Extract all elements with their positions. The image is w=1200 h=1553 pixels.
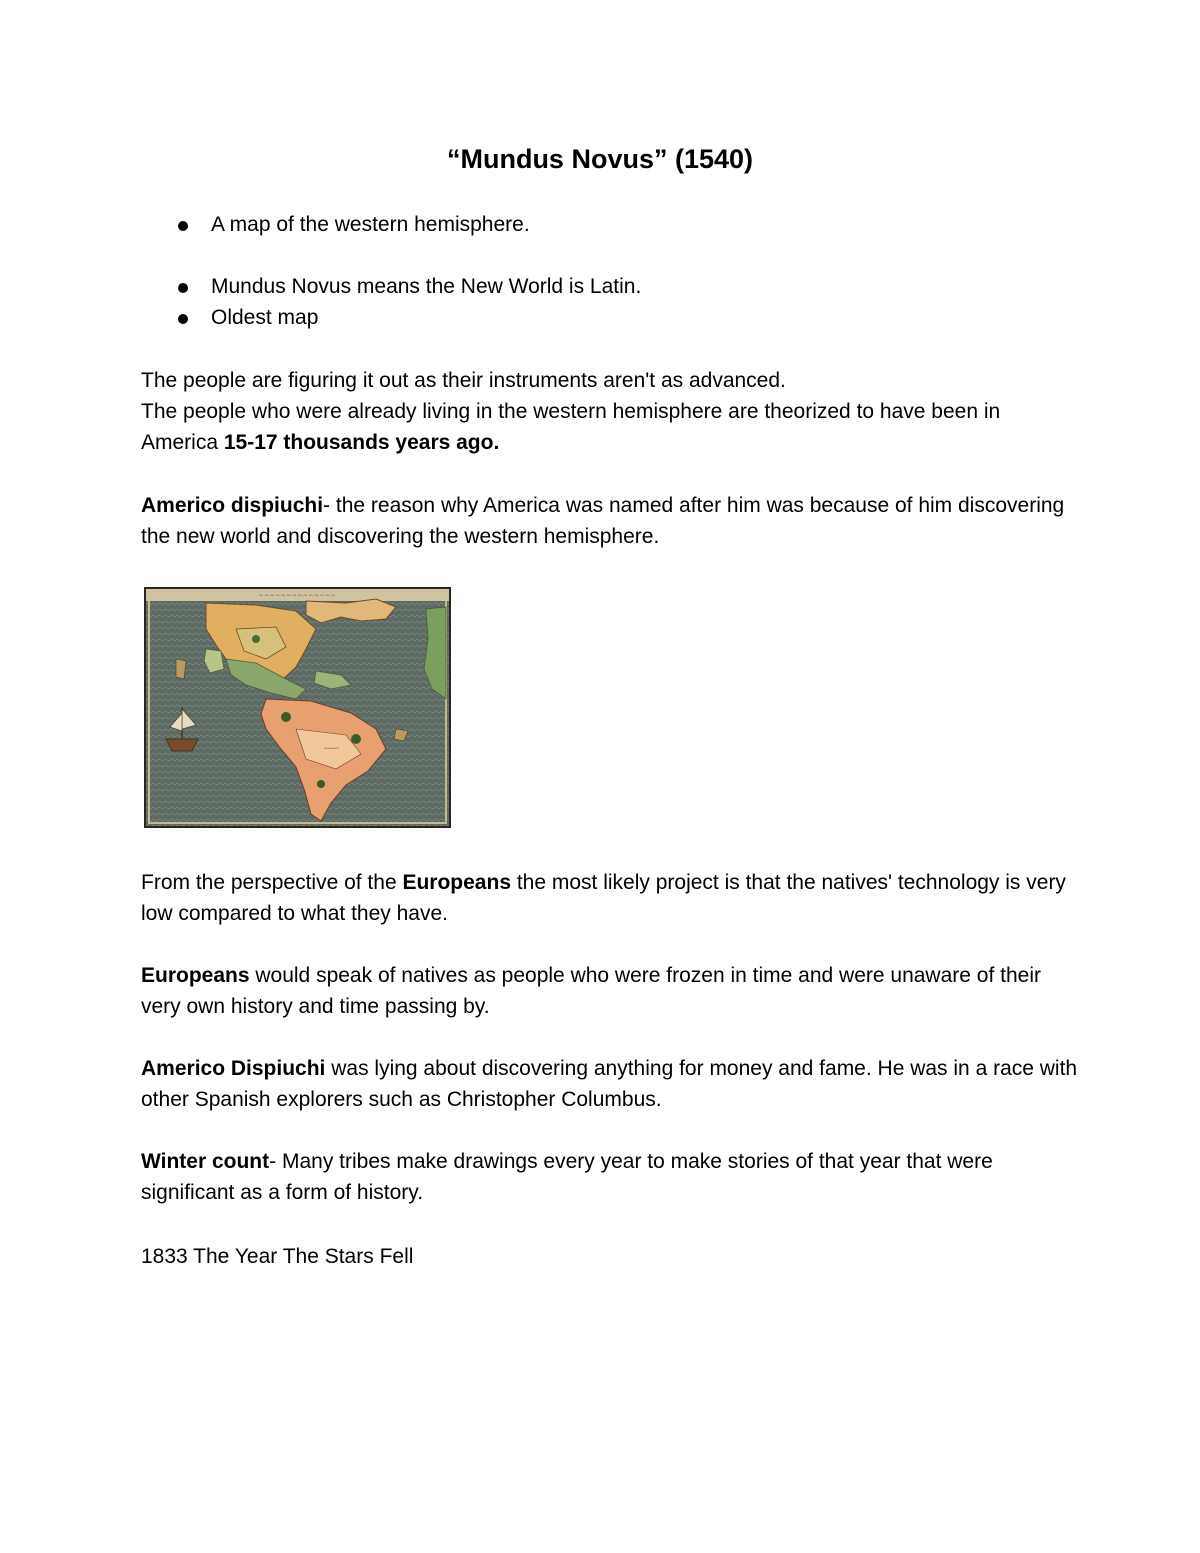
- bullet-dot-icon: [178, 314, 188, 324]
- map-illustration: [146, 589, 449, 826]
- paragraph-americo: [141, 490, 1081, 552]
- paragraph-text: - Many tribes make drawings every year to make stories of that year that were significant as a form of history.: [141, 1150, 993, 1204]
- paragraph-europeans-perspective: [141, 867, 1081, 929]
- paragraph-instruments: [141, 365, 1081, 458]
- svg-text:~~~~: ~~~~: [324, 745, 340, 753]
- paragraph-bold: 15-17 thousands years ago.: [223, 431, 500, 454]
- paragraph-text: the most likely project is that the natives' technology is very low compared to what they have.: [141, 871, 1066, 925]
- paragraph-text: would speak of natives as people who were frozen in time and were unaware of their very own history and time passing by.: [141, 964, 1041, 1018]
- bullet-dot-icon: [178, 283, 188, 293]
- paragraph-winter-count: [141, 1146, 1081, 1208]
- paragraph-text: - the reason why America was named after him was because of him discovering the new world and discovering the western hemisphere.: [141, 494, 1065, 548]
- paragraph-bold: Winter count: [141, 1150, 270, 1173]
- list-item-text: A map of the western hemisphere.: [211, 213, 530, 236]
- page-title: “Mundus Novus” (1540): [446, 144, 754, 174]
- bullet-dot-icon: [178, 221, 188, 231]
- mundus-novus-map-image: [144, 587, 451, 828]
- paragraph-europeans-natives: [141, 960, 1081, 1022]
- paragraph-americo-lying: [141, 1053, 1081, 1115]
- paragraph-text: was lying about discovering anything for money and fame. He was in a race with other Spanish explorers such as Christopher Columbus.: [141, 1057, 1078, 1111]
- paragraph-stars-fell: 1833 The Year The Stars Fell: [141, 1245, 414, 1268]
- list-item-text: Oldest map: [211, 306, 319, 329]
- paragraph-text: From the perspective of the: [141, 871, 403, 894]
- paragraph-text: The people are figuring it out as their instruments aren't as advanced.: [141, 369, 786, 392]
- paragraph-bold: Americo dispiuchi: [141, 494, 324, 517]
- svg-text:~ ~ ~ ~ ~ ~ ~ ~ ~ ~ ~ ~ ~ ~: ~ ~ ~ ~ ~ ~ ~ ~ ~ ~ ~ ~ ~ ~: [259, 592, 335, 600]
- paragraph-bold: Americo Dispiuchi: [141, 1057, 326, 1080]
- paragraph-bold: Europeans: [141, 964, 250, 987]
- list-item-text: Mundus Novus means the New World is Latin.: [211, 275, 642, 298]
- paragraph-bold: Europeans: [402, 871, 511, 894]
- paragraph-text: The people who were already living in the western hemisphere are theorized to have been in America: [141, 400, 1001, 454]
